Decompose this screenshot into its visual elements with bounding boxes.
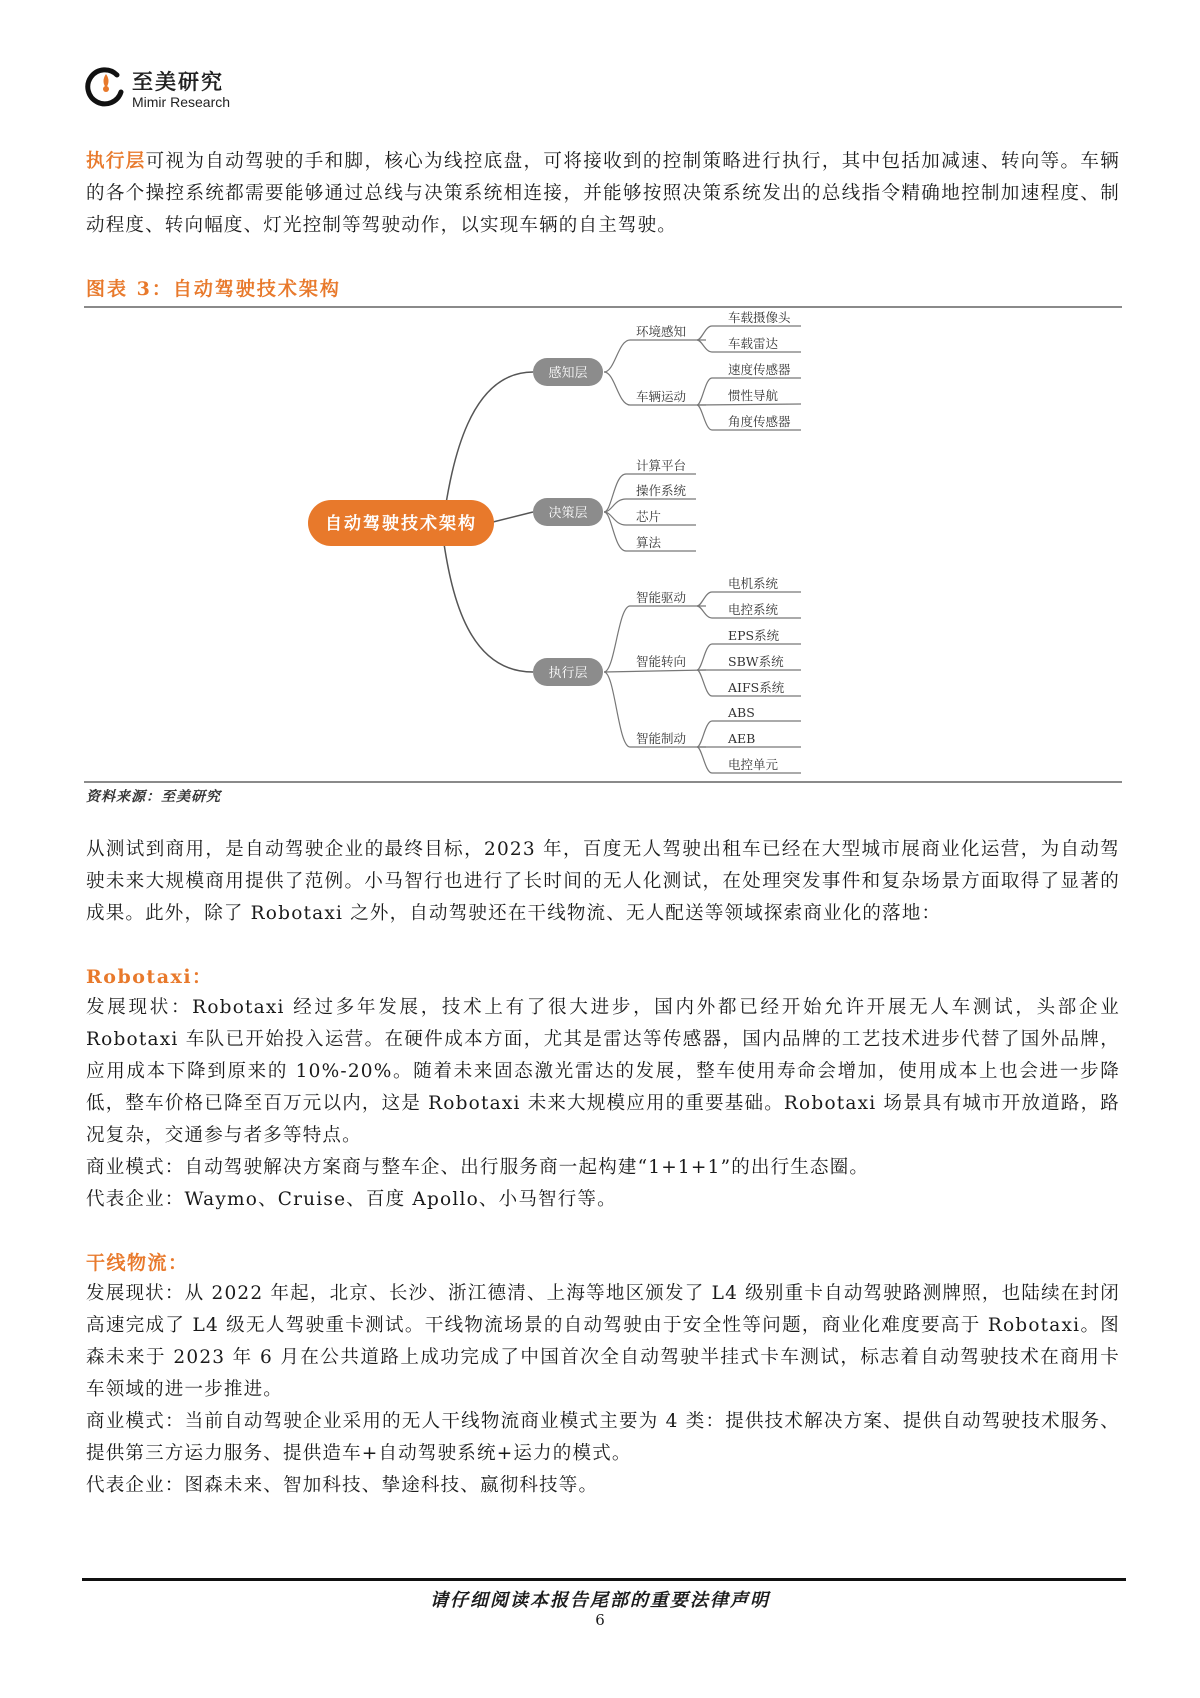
item-aifs: AIFS系统	[728, 680, 785, 695]
logo-english-name: Mimir Research	[132, 94, 231, 110]
group-vehicle-motion: 车辆运动	[636, 389, 687, 404]
item-inertial-nav: 惯性导航	[728, 388, 779, 403]
robotaxi-status: 发展现状：Robotaxi 经过多年发展，技术上有了很大进步，国内外都已经开始允许开展无人车测试，头部企业 Robotaxi 车队已开始投入运营。在硬件成本方面，尤其是雷达等传感器，国内品牌的工艺技术进步代替了国外品牌，应用成本下降到原来的 10%-20%。随着未来固态激光雷达的发展，整车使用寿命会增加，使用成本上也会进一步降低，整车价格已降至百万元以内，这是 Robotaxi 未来大规模应用的重要基础。Robotaxi 场景具有城市开放道路，路况复杂，交通参与者多等特点。	[86, 997, 1120, 1146]
item-sbw: SBW系统	[728, 654, 784, 669]
logistics-model: 商业模式：当前自动驾驶企业采用的无人干线物流商业模式主要为 4 类：提供技术解决方案、提供自动驾驶技术服务、提供第三方运力服务、提供造车+自动驾驶系统+运力的模式。	[86, 1411, 1120, 1464]
layer-label-perception: 感知层	[548, 366, 588, 381]
logistics-heading: 干线物流：	[86, 1252, 189, 1274]
robotaxi-heading: Robotaxi：	[86, 966, 213, 988]
layer-label-execution: 执行层	[548, 666, 588, 681]
item-chip: 芯片	[636, 509, 662, 524]
group-smart-braking: 智能制动	[636, 731, 687, 746]
layer-label-decision: 决策层	[548, 506, 588, 521]
commercialization-paragraph: 从测试到商用，是自动驾驶企业的最终目标，2023 年，百度无人驾驶出租车已经在大型城市展商业化运营，为自动驾驶未来大规模商用提供了范例。小马智行也进行了长时间的无人化测试，在处理突发事件和复杂场景方面取得了显著的成果。此外，除了 Robotaxi 之外，自动驾驶还在干线物流、无人配送等领域探索商业化的落地：	[86, 839, 1120, 924]
intro-highlight: 执行层	[86, 151, 146, 172]
root-label: 自动驾驶技术架构	[325, 514, 477, 534]
item-operating-system: 操作系统	[636, 483, 687, 498]
item-abs: ABS	[728, 705, 755, 720]
intro-text: 可视为自动驾驶的手和脚，核心为线控底盘，可将接收到的控制策略进行执行，其中包括加减速、转向等。车辆的各个操控系统都需要能够通过总线与决策系统相连接，并能够按照决策系统发出的总线指令精确地控制加速程度、制动程度、转向幅度、灯光控制等驾驶动作，以实现车辆的自主驾驶。	[86, 151, 1120, 236]
footer-rule	[82, 1578, 1126, 1581]
item-motor-system: 电机系统	[728, 576, 779, 591]
robotaxi-model: 商业模式：自动驾驶解决方案商与整车企、出行服务商一起构建“1+1+1”的出行生态圈。	[86, 1157, 870, 1178]
item-camera: 车载摄像头	[728, 310, 791, 325]
mimir-logo-icon	[84, 66, 128, 110]
legal-disclaimer-link: 请仔细阅读本报告尾部的重要法律声明	[430, 1590, 770, 1611]
item-speed-sensor: 速度传感器	[728, 362, 791, 377]
item-aeb: AEB	[728, 731, 756, 746]
item-compute-platform: 计算平台	[636, 458, 687, 473]
item-ecu-system: 电控系统	[728, 602, 779, 617]
logo-chinese-name: 至美研究	[132, 70, 224, 94]
page-number: 6	[595, 1611, 605, 1629]
architecture-mindmap	[0, 300, 1200, 780]
item-angle-sensor: 角度传感器	[728, 414, 791, 429]
figure-source: 资料来源：至美研究	[86, 789, 221, 805]
group-smart-steering: 智能转向	[636, 654, 687, 669]
item-algorithm: 算法	[636, 535, 662, 550]
intro-paragraph	[86, 146, 1120, 242]
group-smart-drive: 智能驱动	[636, 590, 687, 605]
figure-bottom-rule	[84, 781, 1122, 783]
item-control-unit: 电控单元	[728, 757, 779, 772]
logistics-status: 发展现状：从 2022 年起，北京、长沙、浙江德清、上海等地区颁发了 L4 级别重卡自动驾驶路测牌照，也陆续在封闭高速完成了 L4 级无人驾驶重卡测试。干线物流场景的自动驾驶由于安全性等问题，商业化难度要高于 Robotaxi。图森未来于 2023 年 6 月在公共道路上成功完成了中国首次全自动驾驶半挂式卡车测试，标志着自动驾驶技术在商用卡车领域的进一步推进。	[86, 1283, 1120, 1400]
item-radar: 车载雷达	[728, 336, 779, 351]
item-eps: EPS系统	[728, 628, 780, 643]
logistics-companies: 代表企业：图森未来、智加科技、挚途科技、嬴彻科技等。	[86, 1475, 599, 1496]
group-env-perception: 环境感知	[636, 324, 687, 339]
figure-title: 图表 3：自动驾驶技术架构	[86, 278, 341, 300]
robotaxi-companies: 代表企业：Waymo、Cruise、百度 Apollo、小马智行等。	[86, 1189, 617, 1210]
